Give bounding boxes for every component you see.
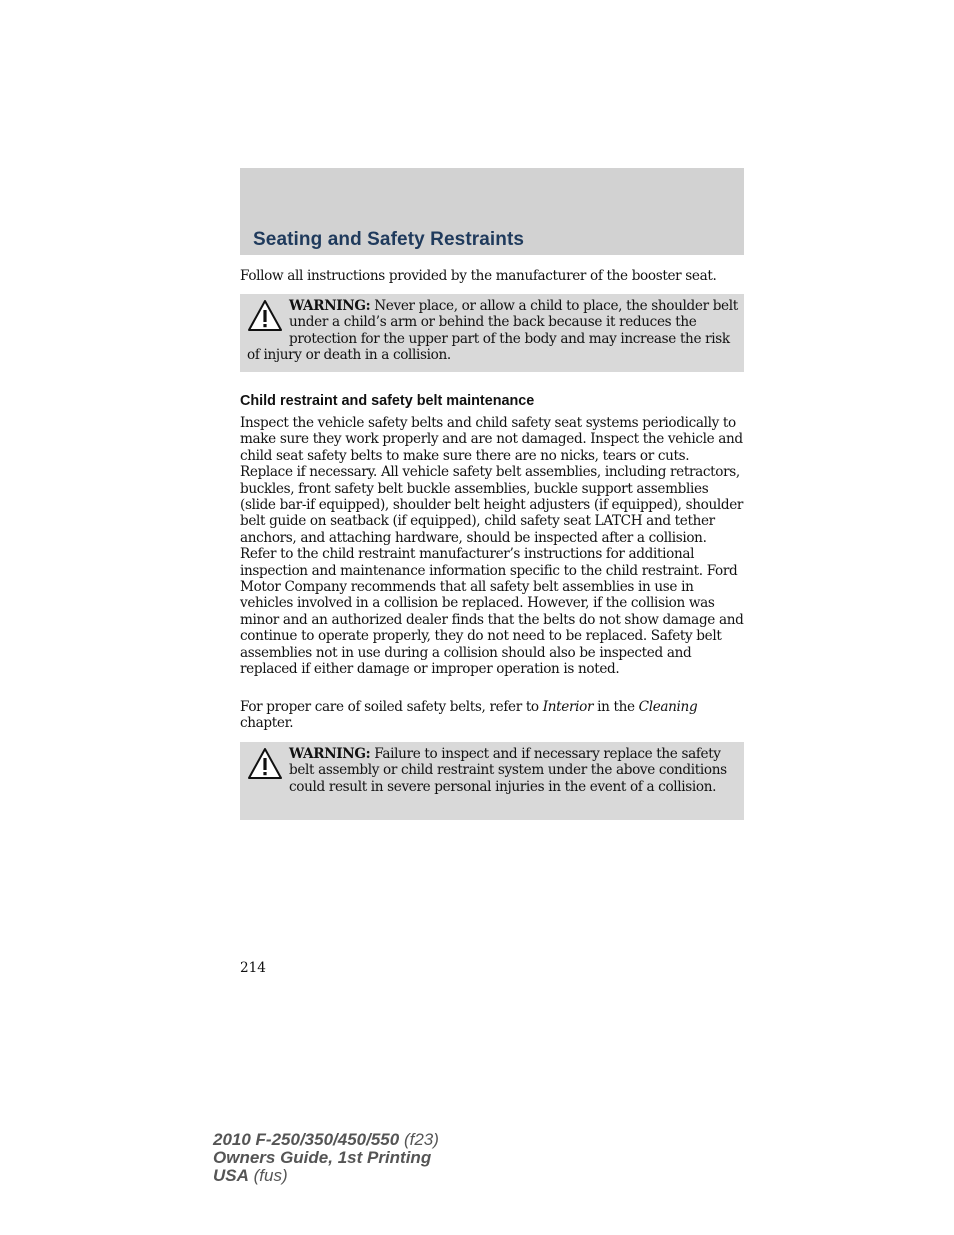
care-middle: in the [593,699,639,715]
warning-2-content [247,746,738,795]
maintenance-paragraph: Inspect the vehicle safety belts and child safety seat systems periodically to make sure they work properly and are not damaged. Inspect the vehicle and child seat safety belts to make sure there are no nicks, tears or cuts. Replace if necessary. All vehicle safety belt assemblies, including retractors, buckles, front safety belt buckle assemblies, buckle support assemblies (slide bar-if equipped), shoulder belt height adjusters (if equipped), shoulder belt guide on seatback (if equipped), child safety seat LATCH and tether anchors, and attaching hardware, should be inspected after a collision. Refer to the child restraint manufacturer’s instructions for additional inspection and maintenance information specific to the child restraint. Ford Motor Company recommends that all safety belt assemblies in use in vehicles involved in a collision be replaced. However, if the collision was minor and an authorized dealer finds that the belts do not show damage and continue to operate properly, they do not need to be replaced. Safety belt assemblies not in use during a collision should also be inspected and replaced if either damage or improper operation is noted. [240,415,744,678]
warning-triangle-icon [247,747,283,781]
care-paragraph [240,699,744,732]
warning-1-label: WARNING: [289,298,371,314]
section-heading: Child restraint and safety belt maintenance [240,393,535,409]
warning-2-label: WARNING: [289,746,371,762]
footer-market: USA [213,1166,249,1185]
warning-1-content [247,298,738,364]
section-header-band [240,168,744,255]
care-ref-cleaning: Cleaning [638,699,698,715]
care-ref-interior: Interior [542,699,594,715]
page-title: Seating and Safety Restraints [253,229,525,250]
care-suffix: chapter. [240,715,294,732]
warning-triangle-icon [247,299,283,333]
warning-box-1 [240,294,744,372]
footer-model: 2010 F-250/350/450/550 [213,1130,400,1149]
footer-edition [213,1131,439,1185]
footer-line-3 [213,1167,439,1185]
page-number: 214 [240,960,266,976]
footer-model-code: (f23) [399,1130,439,1149]
warning-1-text: Never place, or allow a child to place, the shoulder belt under a child’s arm or behind the back because it reduces the protection for the upper part of the body and may increase the risk of injury or death in a collision. [247,298,738,364]
warning-box-2 [240,742,744,820]
footer-line-1 [213,1131,439,1149]
intro-paragraph: Follow all instructions provided by the manufacturer of the booster seat. [240,268,717,284]
warning-2-text: Failure to inspect and if necessary replace the safety belt assembly or child restraint system under the above conditions could result in severe personal injuries in the event of a collision. [289,746,727,795]
footer-market-code: (fus) [248,1166,288,1185]
footer-line-2: Owners Guide, 1st Printing [213,1148,432,1167]
care-prefix: For proper care of soiled safety belts, refer to [240,699,543,715]
